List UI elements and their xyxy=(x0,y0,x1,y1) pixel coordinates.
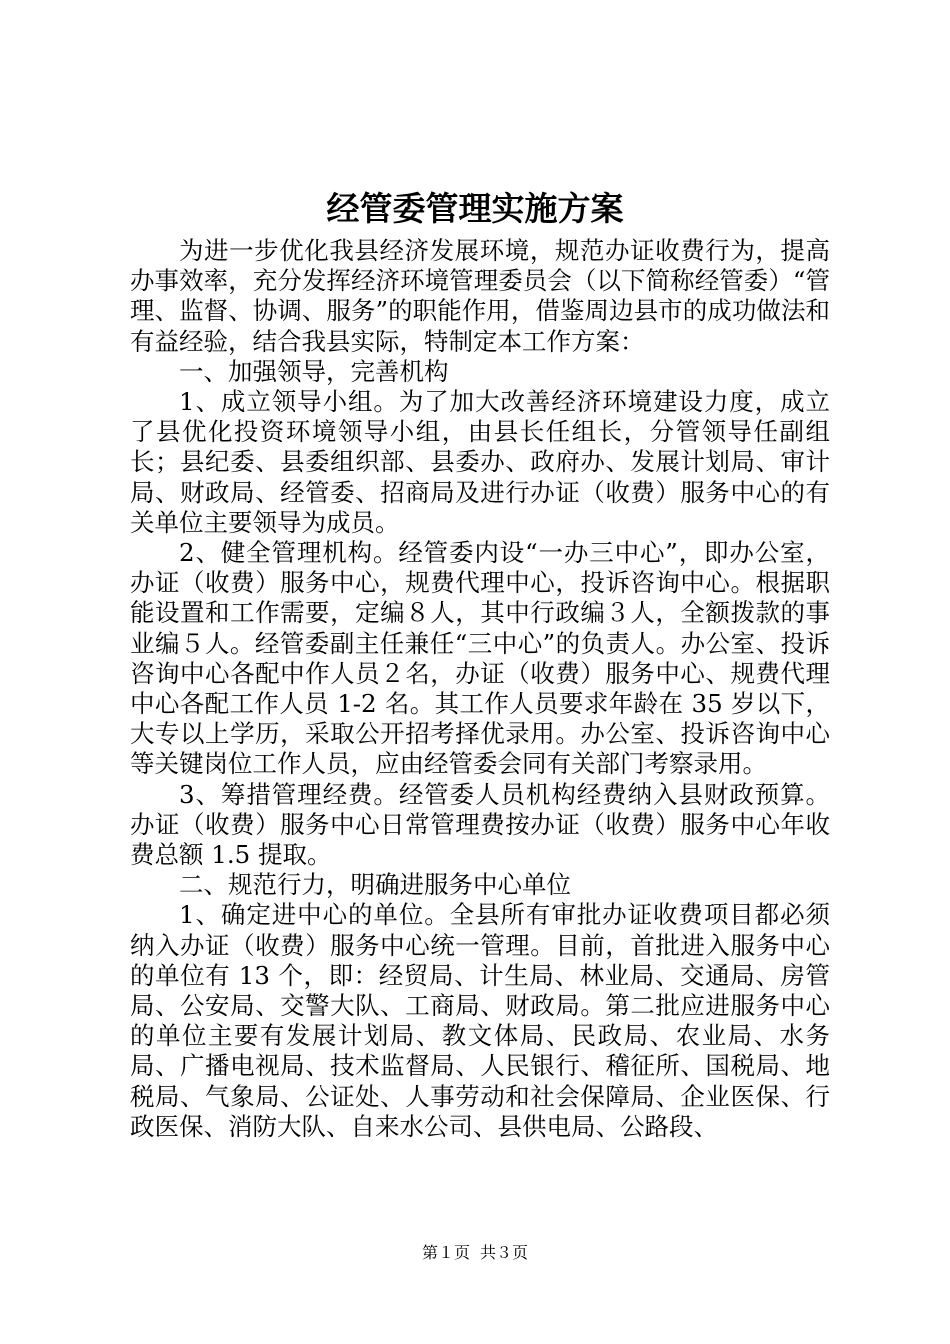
paragraph-leading-group: 1、成立领导小组。为了加大改善经济环境建设力度，成立了县优化投资环境领导小组，由县长任组长，分管领导任副组长；县纪委、县委组织部、县委办、政府办、发展计划局、审计局、财政局、经管委、招商局及进行办证（收费）服务中心的有关单位主要领导为成员。 xyxy=(130,387,830,537)
document-title: 经管委管理实施方案 xyxy=(326,189,624,228)
page-number: 第１页 xyxy=(421,1243,470,1262)
paragraph-intro: 为进一步优化我县经济发展环境，规范办证收费行为，提高办事效率，充分发挥经济环境管理委员会（以下简称经管委）“管理、监督、协调、服务”的职能作用，借鉴周边县市的成功做法和有益经验，结合我县实际，特制定本工作方案： xyxy=(130,236,830,356)
paragraph-management-structure: 2、健全管理机构。经管委内设“一办三中心”，即办公室，办证（收费）服务中心，规费代理中心，投诉咨询中心。根据职能设置和工作需要，定编８人，其中行政编３人，全额拨款的事业编５人。经管委副主任兼任“三中心”的负责人。办公室、投诉咨询中心各配中作人员２名，办证（收费）服务中心、规费代理中心各配工作人员 1-2 名。其工作人员要求年龄在 35 岁以下，大专以上学历，采取公开招考择优录用。办公室、投诉咨询中心等关键岗位工作人员，应由经管委会同有关部门考察录用。 xyxy=(130,538,830,779)
paragraph-management-funding: 3、筹措管理经费。经管委人员机构经费纳入县财政预算。办证（收费）服务中心日常管理费按办证（收费）服务中心年收费总额 1.5 提取。 xyxy=(130,779,830,870)
section-heading-1: 一、加强领导，完善机构 xyxy=(179,356,449,386)
document-body xyxy=(130,236,830,1142)
paragraph-center-units: 1、确定进中心的单位。全县所有审批办证收费项目都必须纳入办证（收费）服务中心统一管理。目前，首批进入服务中心的单位有 13 个，即：经贸局、计生局、林业局、交通局、房管局、公安局、交警大队、工商局、财政局。第二批应进服务中心的单位主要有发展计划局、教文体局、民政局、农业局、水务局、广播电视局、技术监督局、人民银行、稽征所、国税局、地税局、气象局、公证处、人事劳动和社会保障局、企业医保、行政医保、消防大队、自来水公司、县供电局、公路段、 xyxy=(130,900,830,1141)
section-heading-2: 二、规范行力，明确进服务中心单位 xyxy=(179,870,571,900)
page-footer xyxy=(0,1241,950,1265)
page-total: 共３页 xyxy=(480,1243,529,1262)
